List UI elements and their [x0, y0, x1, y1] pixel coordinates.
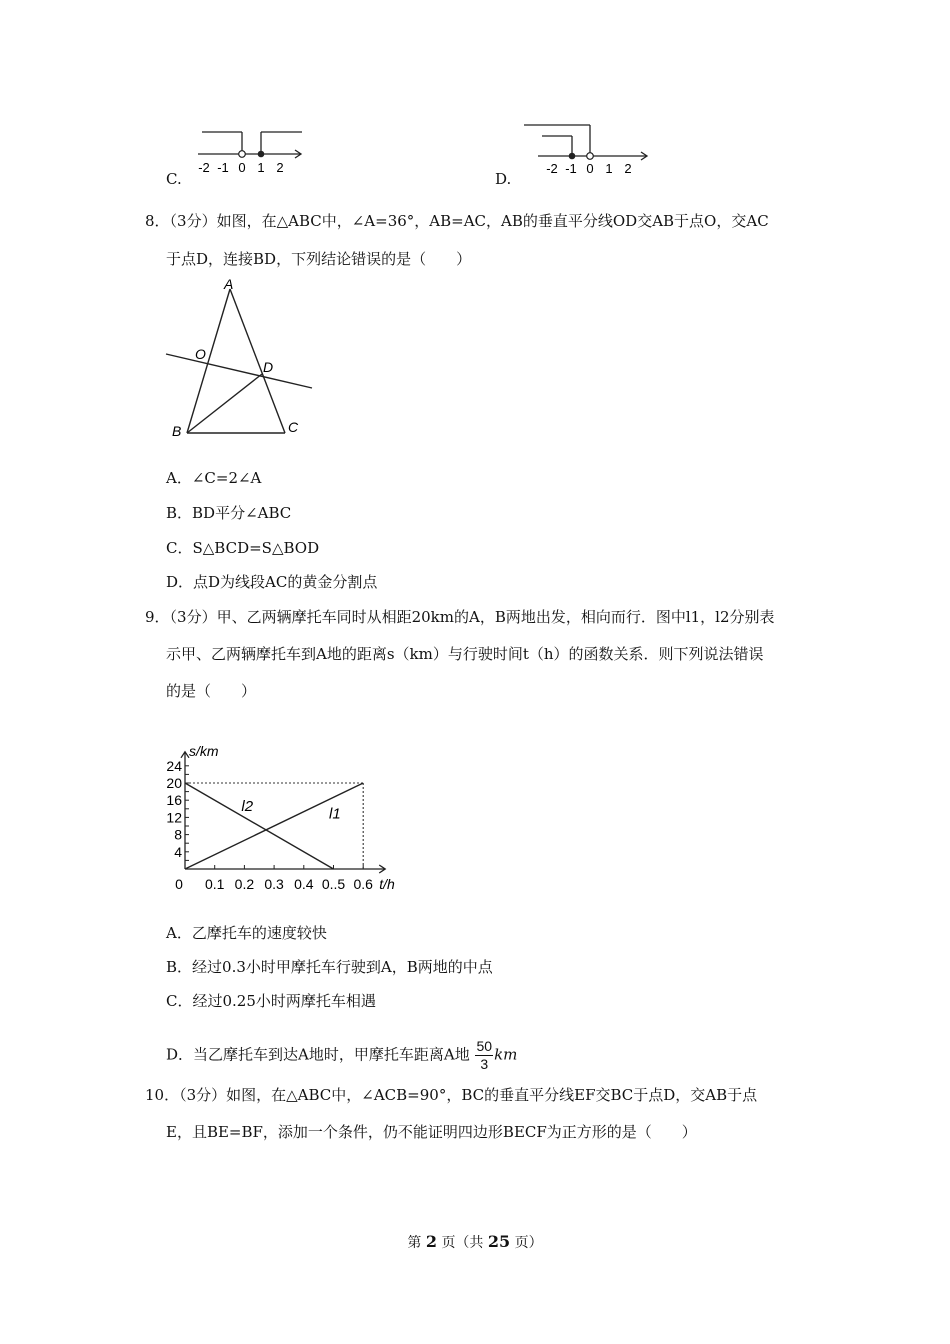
q8-option-a: A．∠C=2∠A — [166, 469, 262, 487]
tick-label: 1 — [605, 161, 613, 176]
tick-label: -2 — [546, 161, 558, 176]
fraction-numerator: 50 — [476, 1038, 493, 1054]
tick-label: 2 — [624, 161, 632, 176]
vertex-b-label: B — [172, 423, 182, 439]
q7-number-line-c — [190, 126, 310, 176]
tick-label: 0 — [586, 161, 594, 176]
q7-option-c-label: C. — [166, 170, 182, 188]
y-tick-label: 24 — [166, 757, 182, 774]
q9-option-c: C．经过0.25小时两摩托车相遇 — [166, 992, 376, 1010]
y-tick-label: 8 — [174, 826, 182, 843]
fraction-denominator: 3 — [480, 1056, 489, 1072]
series-label-l1: l1 — [329, 805, 341, 823]
vertex-c-label: C — [288, 419, 299, 435]
q8-stem-line1: 8．（3分）如图，在△ABC中，∠A=36°，AB=AC，AB的垂直平分线OD交AB于点O，交AC — [145, 212, 769, 230]
footer-page-number: 2 — [425, 1232, 437, 1251]
point-o-label: O — [195, 346, 206, 362]
x-tick-label: 0.2 — [234, 876, 255, 892]
q7-number-line-d — [520, 118, 655, 176]
tick-label: 1 — [257, 160, 265, 175]
x-tick-label: 0..5 — [321, 876, 346, 892]
point-d-label: D — [263, 359, 274, 375]
tick-label: 2 — [276, 160, 284, 175]
page-footer — [0, 1232, 950, 1252]
y-axis-label: s/km — [189, 742, 219, 759]
q9-stem-line3: 的是（ ） — [166, 682, 257, 700]
tick-label: -2 — [198, 160, 210, 175]
q10-stem-line2: E，且BE=BF，添加一个条件，仍不能证明四边形BECF为正方形的是（ ） — [166, 1123, 697, 1141]
q8-option-c: C．S△BCD=S△BOD — [166, 539, 320, 557]
footer-prefix: 第 — [407, 1235, 422, 1251]
series-label-l2: l2 — [241, 797, 254, 815]
tick-label: -1 — [565, 161, 577, 176]
x-tick-label: 0.3 — [264, 876, 284, 892]
q10-stem-line1: 10．（3分）如图，在△ABC中，∠ACB=90°，BC的垂直平分线EF交BC于点D，交AB于点 — [145, 1086, 758, 1104]
q9-option-d — [166, 1038, 517, 1073]
unit-km: km — [494, 1045, 518, 1064]
q8-option-b: B．BD平分∠ABC — [166, 504, 292, 522]
y-tick-label: 16 — [166, 792, 182, 809]
q9-distance-time-chart — [160, 705, 410, 900]
x-tick-label: 0.6 — [353, 876, 373, 892]
q8-stem-line2: 于点D，连接BD，下列结论错误的是（ ） — [166, 250, 472, 268]
q9-stem-line2: 示甲、乙两辆摩托车到A地的距离s（km）与行驶时间t（h）的函数关系．则下列说法错误 — [166, 645, 764, 663]
x-tick-label: 0.1 — [204, 876, 225, 892]
series-line-l2 — [185, 783, 334, 869]
x-tick-label: 0.4 — [294, 876, 314, 892]
footer-middle: 页（共 — [441, 1235, 484, 1251]
x-tick-label: 0 — [175, 876, 183, 892]
footer-suffix: 页） — [514, 1235, 543, 1251]
y-tick-label: 12 — [166, 809, 182, 826]
vertex-a-label: A — [224, 276, 234, 292]
x-axis-label: t/h — [379, 876, 395, 892]
series-line-l1 — [185, 783, 363, 869]
q9-option-b: B．经过0.3小时甲摩托车行驶到A，B两地的中点 — [166, 958, 493, 976]
q9-option-d-text: D．当乙摩托车到达A地时，甲摩托车距离A地 — [166, 1045, 470, 1064]
q8-option-d: D．点D为线段AC的黄金分割点 — [166, 573, 378, 591]
tick-label: 0 — [238, 160, 246, 175]
q7-option-d-label: D. — [495, 170, 512, 188]
tick-label: -1 — [217, 160, 229, 175]
q9-stem-line1: 9．（3分）甲、乙两辆摩托车同时从相距20km的A，B两地出发，相向而行．图中l1，l2分别表 — [145, 608, 775, 626]
q8-triangle-figure — [160, 275, 320, 440]
footer-total-pages: 25 — [487, 1232, 511, 1251]
fraction-50-over-3 — [475, 1038, 493, 1073]
q9-option-a: A．乙摩托车的速度较快 — [166, 924, 327, 942]
y-tick-label: 20 — [166, 775, 182, 791]
y-tick-label: 4 — [174, 843, 182, 860]
